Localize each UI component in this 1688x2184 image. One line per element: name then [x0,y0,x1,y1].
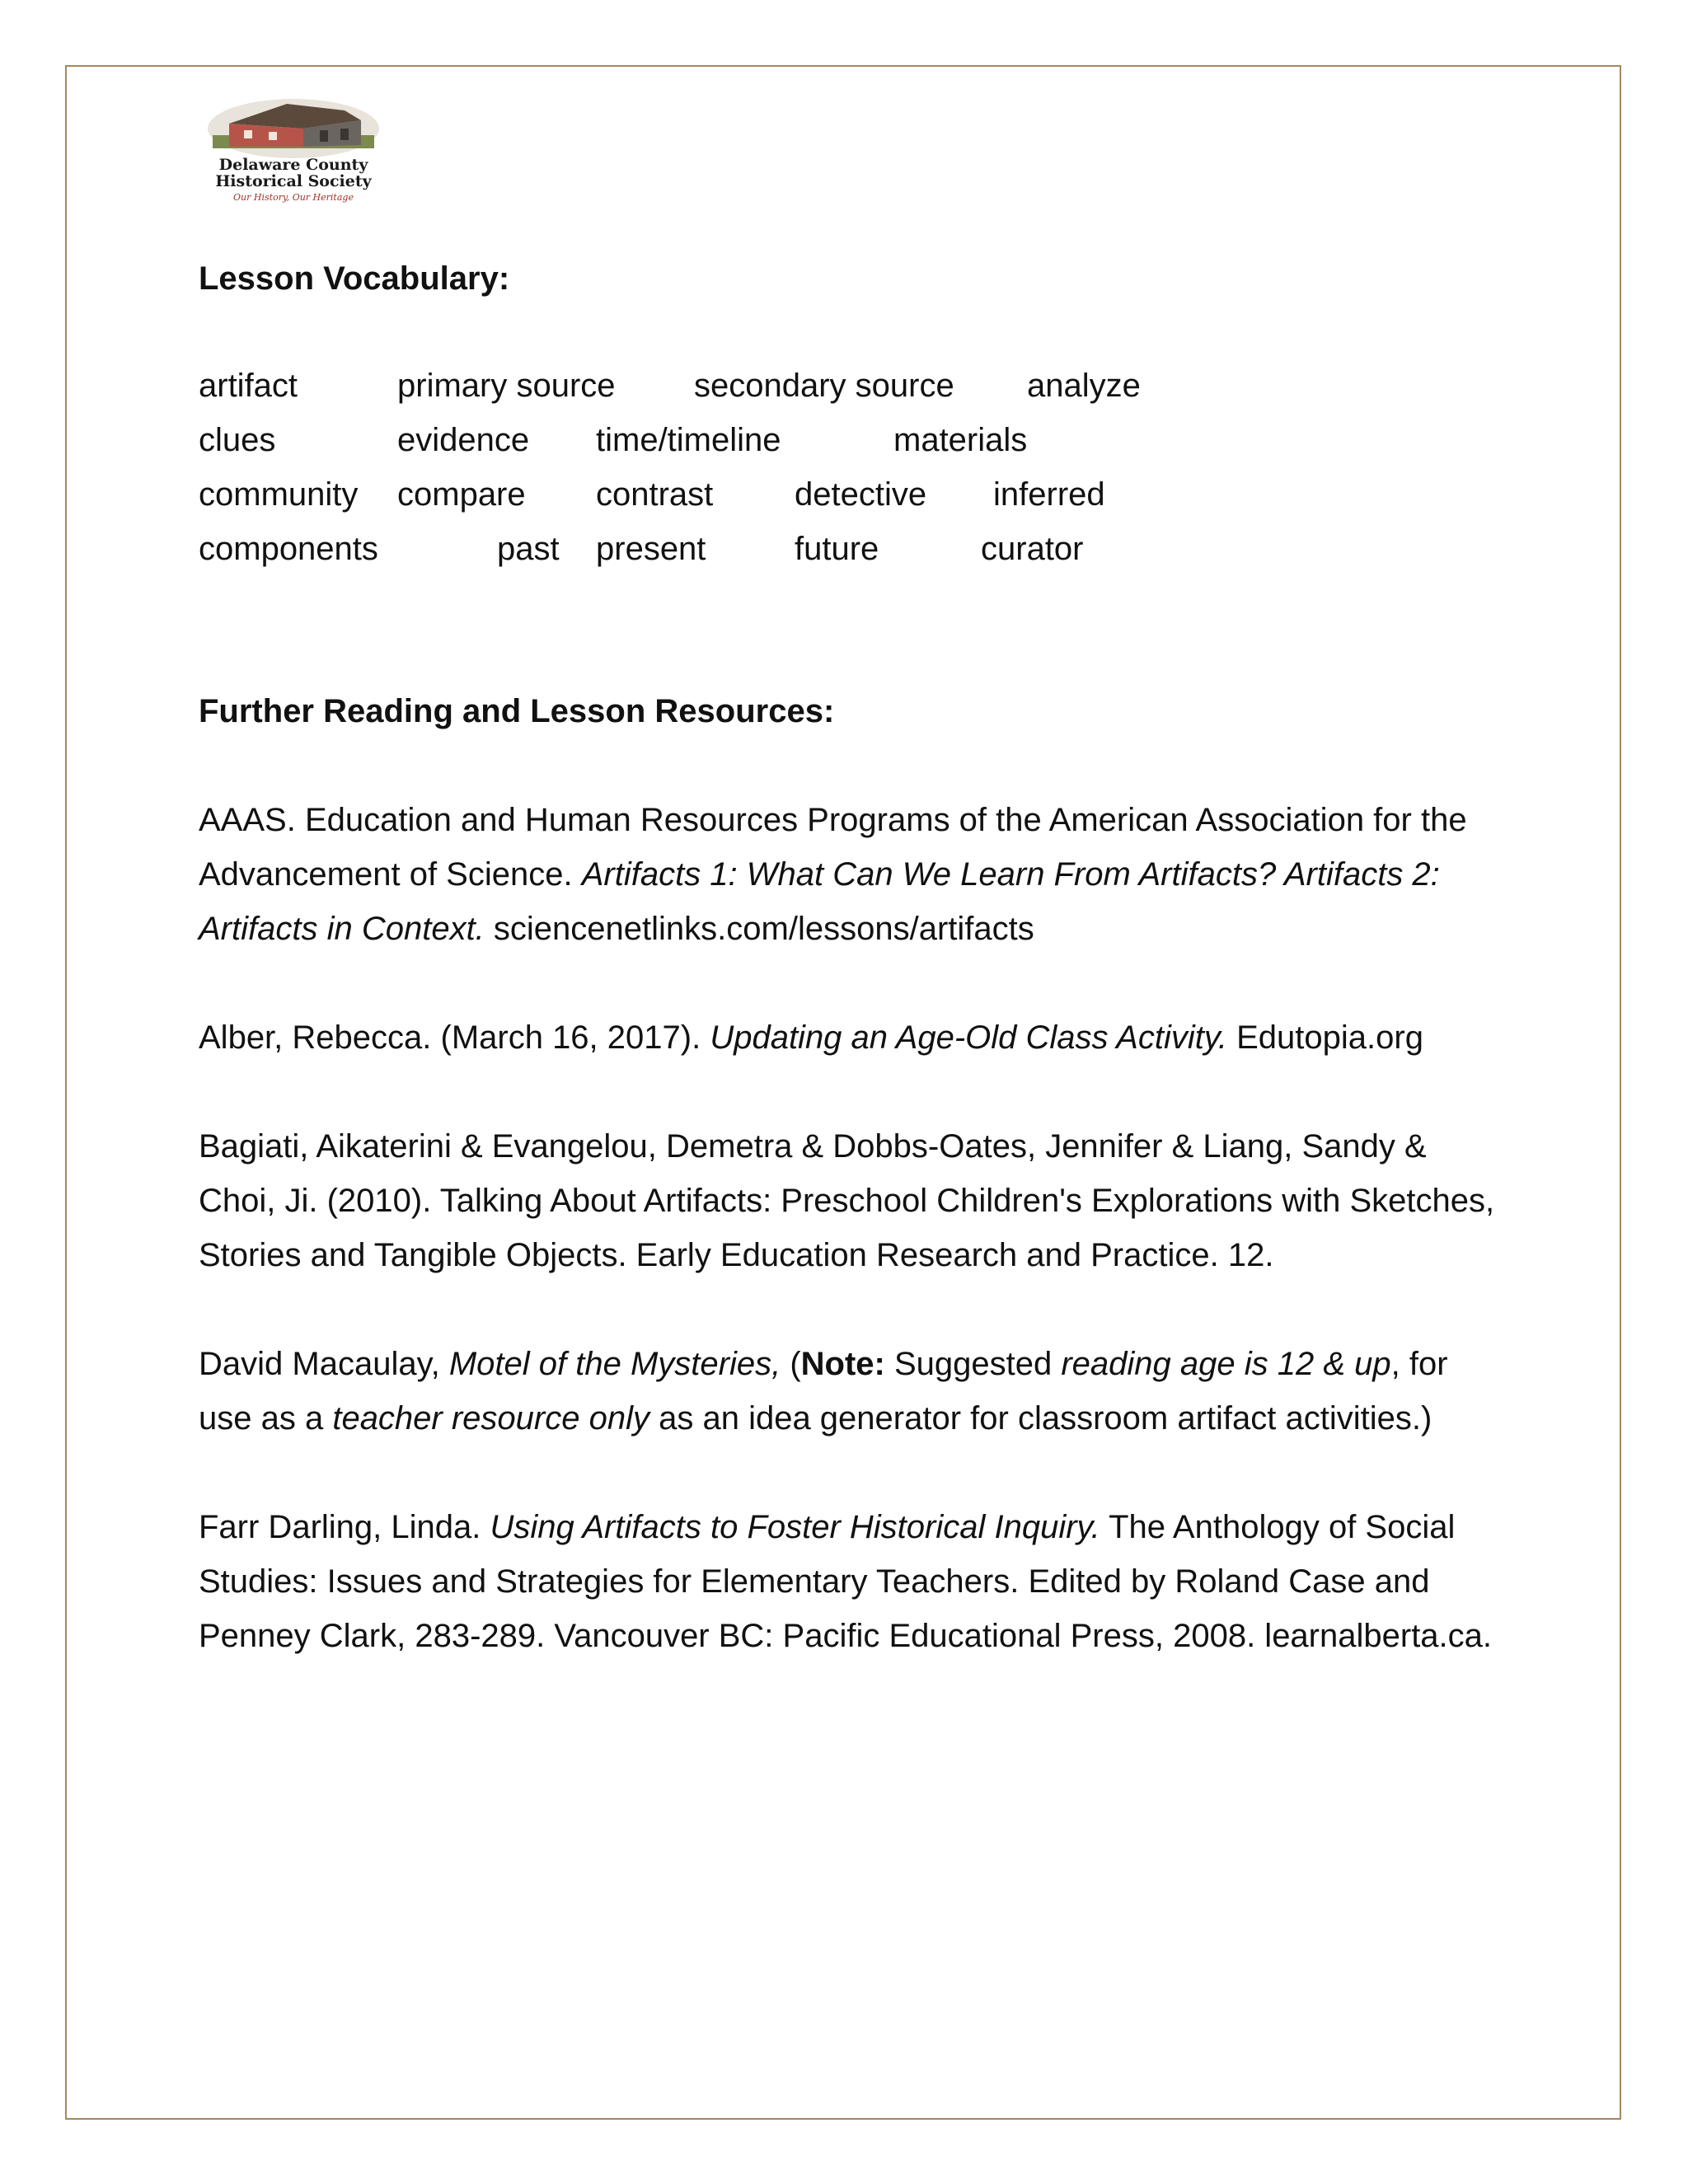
logo-line1: Delaware County [218,156,368,174]
vocabulary-word: components [199,531,378,567]
reference-emphasis: reading age is 12 & up [1061,1346,1391,1382]
vocabulary-word: future [795,531,879,567]
vocabulary-word: secondary source [694,368,954,404]
barn-icon [204,96,382,211]
reference-text: Alber, Rebecca. (March 16, 2017). [199,1019,710,1056]
vocabulary-word: evidence [397,422,530,458]
vocabulary-word: compare [397,476,526,513]
reference-text: , for use as a [199,1346,1448,1436]
reference-text: Suggested [884,1346,1062,1382]
reference-text: David Macaulay, [199,1346,449,1382]
reference-text: The Anthology of Social Studies: Issues and Strategies for Elementary Teachers. Edited by Roland Case and Penney Clark, 283-289. Vancouver BC: Pacific Educational Press, 2008. learnalberta.ca. [199,1509,1493,1654]
reference-entry [199,1500,1509,1663]
logo-line2: Historical Society [215,172,372,190]
reference-entry [199,1010,1509,1065]
reference-note-label: Note: [800,1346,885,1382]
vocabulary-word: clues [199,422,276,458]
reference-list [199,793,1509,1718]
reference-text: ( [781,1346,801,1382]
vocabulary-word: contrast [596,476,714,513]
vocabulary-word: detective [795,476,927,513]
reference-text: sciencenetlinks.com/lessons/artifacts [484,911,1034,947]
reference-title: Updating an Age-Old Class Activity. [710,1019,1227,1056]
vocabulary-heading: Lesson Vocabulary: [199,260,510,297]
reference-entry [199,1119,1509,1282]
vocabulary-word: present [596,531,706,567]
reference-text: Bagiati, Aikaterini & Evangelou, Demetra & Dobbs-Oates, Jennifer & Liang, Sandy & Choi, Ji. (2010). Talking About Artifacts: Preschool Children's Explorations with Sketches, Stories and Tangible Objects. Early Education Research and Practice. 12. [199,1128,1495,1273]
vocabulary-word: inferred [993,476,1105,513]
reference-title: Motel of the Mysteries, [448,1346,781,1382]
vocabulary-word: time/timeline [596,422,781,458]
reference-entry [199,1337,1509,1446]
reference-title: Using Artifacts to Foster Historical Inquiry. [490,1509,1100,1545]
vocabulary-word: materials [893,422,1028,458]
logo-tagline: Our History, Our Heritage [233,192,354,203]
reference-title: Artifacts 1: What Can We Learn From Artifacts? Artifacts 2: Artifacts in Context. [199,856,1440,947]
vocabulary-word: analyze [1027,368,1141,404]
reference-emphasis: teacher resource only [332,1400,649,1436]
historical-society-logo [204,96,382,211]
vocabulary-word: artifact [199,368,298,404]
vocabulary-word: primary source [397,368,616,404]
resources-heading: Further Reading and Lesson Resources: [199,693,835,729]
vocabulary-word: curator [981,531,1084,567]
reference-text: Edutopia.org [1227,1019,1423,1056]
reference-entry [199,793,1509,956]
reference-text: AAAS. Education and Human Resources Programs of the American Association for the Advancement of Science. [199,802,1467,893]
reference-text: Farr Darling, Linda. [199,1509,490,1545]
vocabulary-word: past [497,531,560,567]
vocabulary-word: community [199,476,359,513]
reference-text: as an idea generator for classroom artifact activities.) [649,1400,1432,1436]
